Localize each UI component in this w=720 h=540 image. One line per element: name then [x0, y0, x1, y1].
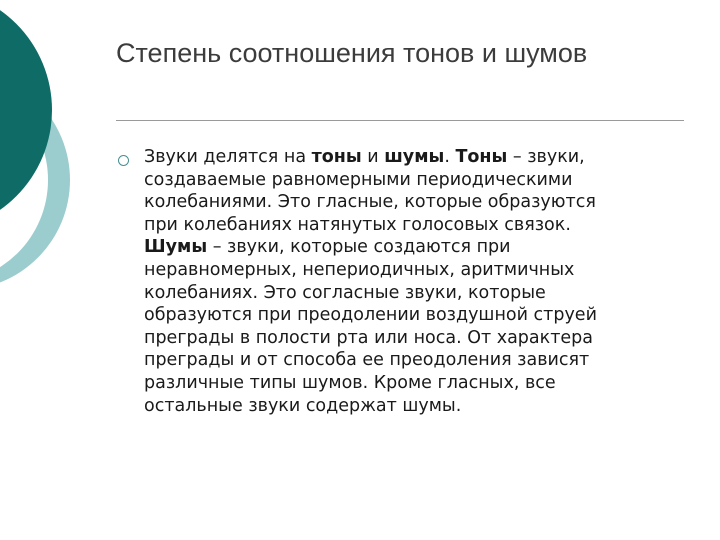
- paragraph-line: [144, 214, 692, 237]
- paragraph-line: [144, 327, 692, 350]
- text-run: при колебаниях натянутых голосовых связок.: [144, 214, 571, 235]
- text-run: образуются при преодолении воздушной струей: [144, 305, 597, 326]
- paragraph-line: [144, 395, 692, 418]
- text-run: .: [444, 147, 456, 167]
- paragraph-line: [144, 304, 692, 327]
- text-run: преграды и от способа ее преодоления зависят: [144, 350, 590, 371]
- slide-title: Степень соотношения тонов и шумов: [116, 38, 588, 68]
- text-run: остальные звуки содержат шумы.: [144, 395, 462, 416]
- bold-term: шумы: [384, 147, 445, 167]
- bold-term: Тоны: [455, 147, 508, 167]
- text-run: Звуки делятся на: [144, 147, 312, 167]
- text-run: преграды в полости рта или носа. От характера: [144, 327, 594, 348]
- text-run: и: [361, 147, 385, 167]
- paragraph-line: [144, 259, 692, 282]
- body-paragraph: [144, 146, 692, 417]
- text-run: неравномерных, непериодичных, аритмичных: [144, 259, 575, 280]
- paragraph-line: [144, 372, 692, 395]
- paragraph-line: [144, 349, 692, 372]
- paragraph-line: [144, 146, 692, 169]
- paragraph-line: [144, 191, 692, 214]
- paragraph-line: [144, 169, 692, 192]
- decorative-teal-circles: [0, 0, 120, 320]
- text-run: различные типы шумов. Кроме гласных, все: [144, 372, 556, 393]
- text-run: создаваемые равномерными периодическими: [144, 169, 573, 190]
- bold-term: Шумы: [144, 237, 208, 258]
- text-run: – звуки, которые создаются при: [207, 237, 511, 258]
- bold-term: тоны: [311, 147, 362, 167]
- title-divider: [116, 120, 684, 121]
- text-run: колебаниями. Это гласные, которые образуются: [144, 192, 596, 213]
- paragraph-line: [144, 282, 692, 305]
- paragraph-line: [144, 236, 692, 259]
- text-run: колебаниях. Это согласные звуки, которые: [144, 282, 546, 303]
- text-run: – звуки,: [507, 147, 585, 167]
- hollow-circle-bullet-icon: [118, 155, 129, 166]
